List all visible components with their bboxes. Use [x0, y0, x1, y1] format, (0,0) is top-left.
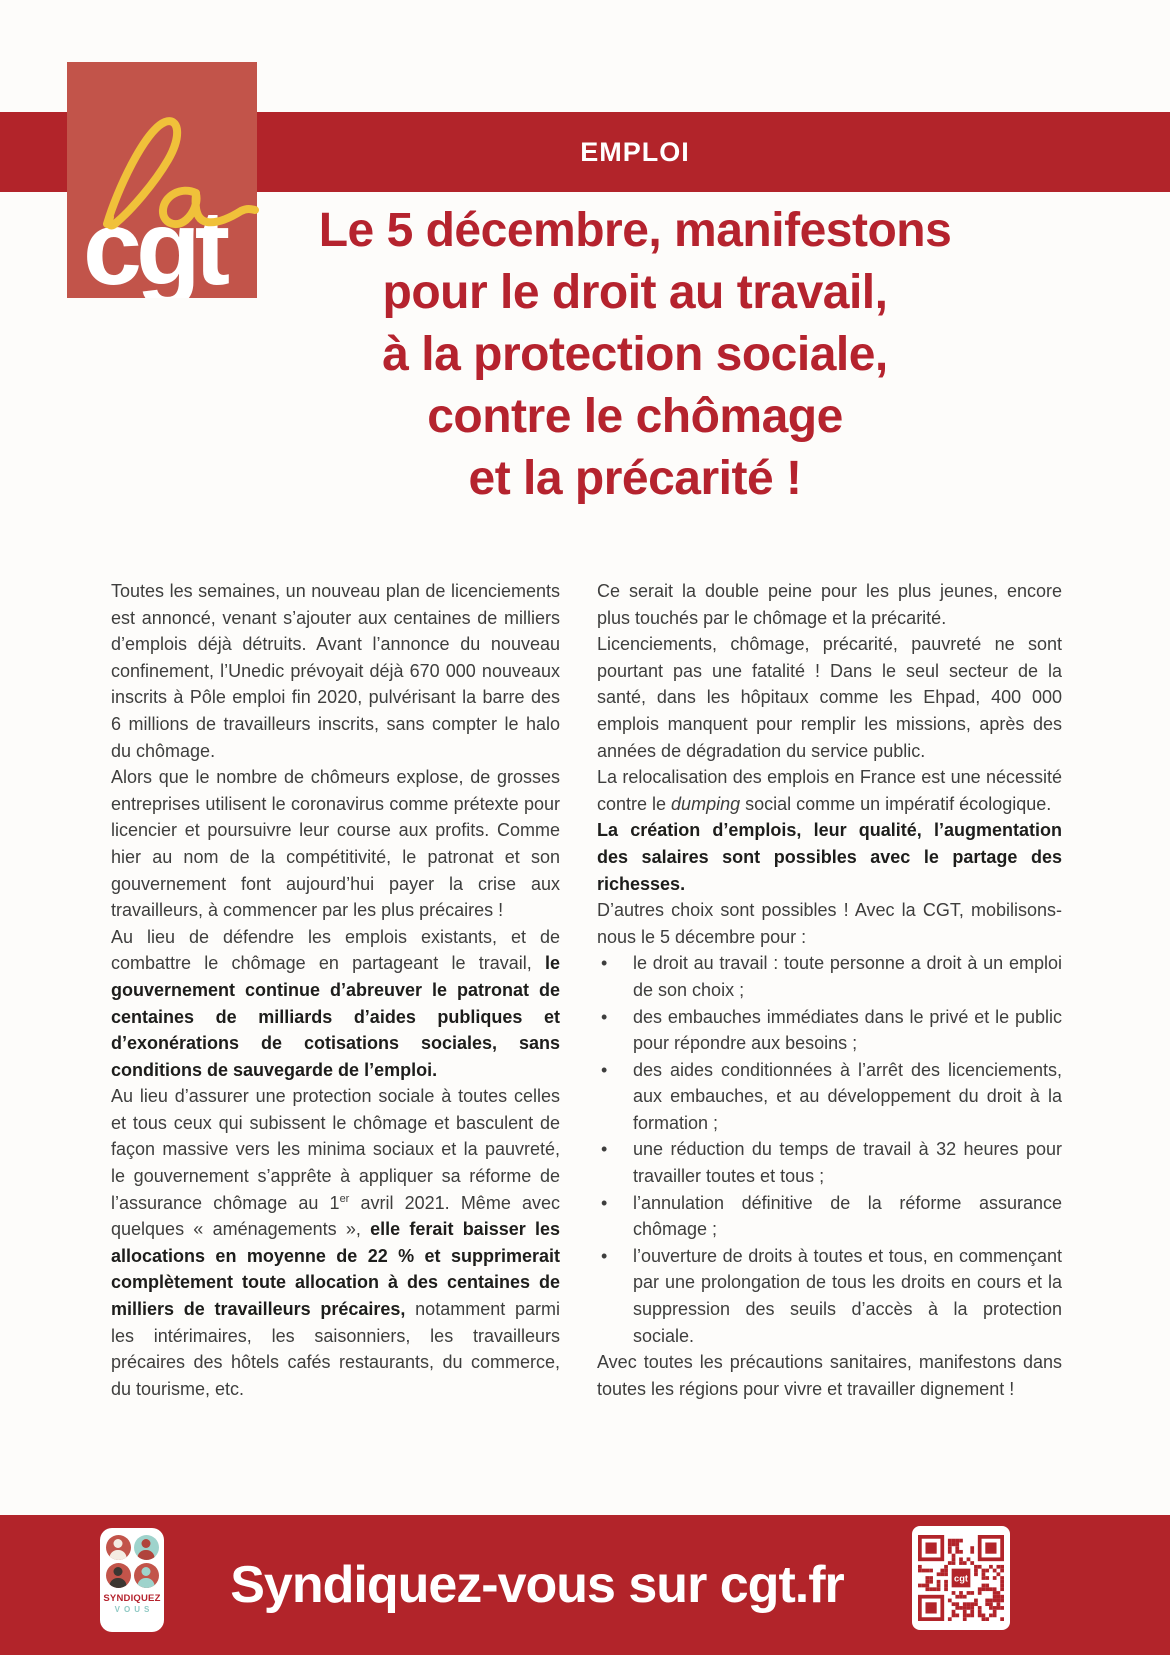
qr-pattern-icon [918, 1535, 1004, 1621]
headline-line: et la précarité ! [468, 452, 802, 505]
logo-cgt-text: cgt [83, 189, 224, 298]
list-item: • des embauches immédiates dans le privé et le public pour répondre aux besoins ; [597, 1004, 1062, 1057]
headline-line: Le 5 décembre, manifestons [318, 204, 952, 257]
closing-paragraph: Avec toutes les précautions sanitaires, manifestons dans toutes les régions pour vivre et travailler dignement ! [597, 1352, 1062, 1399]
footer-band [0, 1515, 1170, 1655]
headline [250, 200, 1020, 510]
headline-line: pour le droit au travail, [382, 266, 888, 319]
avatar-worker-2-icon [134, 1535, 159, 1560]
qr-code [912, 1526, 1010, 1630]
paragraph: Licenciements, chômage, précarité, pauvreté ne sont pourtant pas une fatalité ! Dans le seul secteur de la santé, dans les hôpitaux comme les Ehpad, 400 000 emplois manquent pour remplir les missions, après des années de dégradation du service public. [597, 634, 1062, 761]
list-item: • l’ouverture de droits à toutes et tous, en commençant par une prolongation de tous les droits en cours et la suppression des seuils d’accès à la protection sociale. [597, 1243, 1062, 1349]
list-item: • des aides conditionnées à l’arrêt des licenciements, aux embauches, et au développement du droit à la formation ; [597, 1057, 1062, 1137]
paragraph: Ce serait la double peine pour les plus jeunes, encore plus touchés par le chômage et la précarité. [597, 581, 1062, 628]
badge-label-line1: SYNDIQUEZ [103, 1593, 161, 1604]
avatar-worker-4-icon [134, 1563, 159, 1588]
demands-list [597, 950, 1062, 1349]
paragraph: Alors que le nombre de chômeurs explose, de grosses entreprises utilisent le coronavirus comme prétexte pour licencier et poursuivre leur course aux profits. Comme hier au nom de la compétitivité, le patronat et son gouvernement font aujourd’hui payer la crise aux travailleurs, à commencer par les plus précaires ! [111, 767, 560, 921]
headline-line: contre le chômage [427, 390, 843, 443]
footer-cta: Syndiquez-vous sur cgt.fr [230, 1556, 844, 1614]
list-item: • le droit au travail : toute personne a droit à un emploi de son choix ; [597, 950, 1062, 1003]
list-item: • l’annulation définitive de la réforme assurance chômage ; [597, 1190, 1062, 1243]
avatar-worker-1-icon [106, 1535, 131, 1560]
list-item: • une réduction du temps de travail à 32 heures pour travailler toutes et tous ; [597, 1136, 1062, 1189]
syndiquez-vous-badge [100, 1528, 164, 1632]
paragraph: Au lieu de défendre les emplois existants, et de combattre le chômage en partageant le travail, le gouvernement continue d’abreuver le patronat de centaines de milliards d’aides publiques et d’exonérations de cotisations sociales, sans conditions de sauvegarde de l’emploi. [111, 926, 560, 1080]
paragraph: La relocalisation des emplois en France est une nécessité contre le dumping social comme un impératif écologique. [597, 767, 1062, 814]
headline-line: à la protection sociale, [382, 328, 888, 381]
body-columns [111, 578, 1062, 1402]
cgt-logo [67, 62, 263, 298]
badge-avatars [106, 1535, 159, 1588]
avatar-worker-3-icon [106, 1563, 131, 1588]
section-kicker: EMPLOI [580, 137, 690, 167]
left-column [111, 578, 560, 1402]
paragraph: La création d’emplois, leur qualité, l’augmentation des salaires sont possibles avec le partage des richesses. [597, 820, 1062, 894]
right-column [597, 578, 1062, 1402]
paragraph: Toutes les semaines, un nouveau plan de licenciements est annoncé, venant s’ajouter aux centaines de milliers d’emplois déjà détruits. Avant l’annonce du nouveau confinement, l’Unedic prévoyait déjà 670 000 nouveaux inscrits à Pôle emploi fin 2020, pulvérisant la barre des 6 millions de travailleurs inscrits, sans compter le halo du chômage. [111, 581, 560, 761]
paragraph: D’autres choix sont possibles ! Avec la CGT, mobilisons-nous le 5 décembre pour : [597, 900, 1062, 947]
badge-label-line2: VOUS [114, 1605, 154, 1614]
paragraph: Au lieu d’assurer une protection sociale à toutes celles et tous ceux qui subissent le chômage et basculent de façon massive vers les minima sociaux et la pauvreté, le gouvernement s’apprête à appliquer sa réforme de l’assurance chômage au 1er avril 2021. Même avec quelques « aménagements », elle ferait baisser les allocations en moyenne de 22 % et supprimerait complètement toute allocation à des centaines de milliers de travailleurs précaires, notamment parmi les intérimaires, les saisonniers, les travailleurs précaires des hôtels cafés restaurants, du commerce, du tourisme, etc. [111, 1086, 561, 1399]
svg-text:cgt: cgt [954, 1573, 968, 1584]
